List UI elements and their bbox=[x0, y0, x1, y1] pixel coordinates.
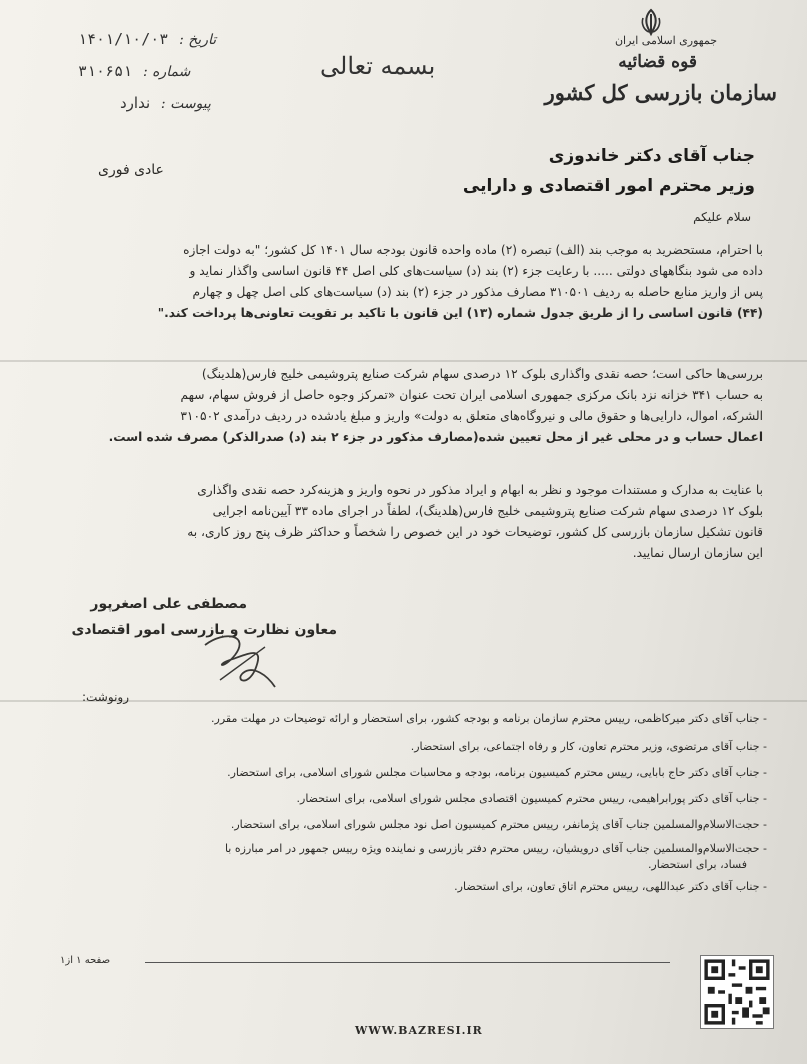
number-label: شماره : bbox=[142, 64, 191, 80]
paragraph-3 bbox=[63, 480, 763, 564]
cc-heading: رونوشت: bbox=[81, 690, 129, 704]
cc-item: - جناب آقای دکتر حاج بابایی، رییس محترم کمیسیون برنامه، بودجه و محاسبات مجلس شورای اسلامی، برای استحضار. bbox=[227, 766, 767, 779]
paragraph-line: (۴۴) قانون اساسی را از طریق جدول شماره (۱۳) این قانون با تاکید بر تقویت تعاونی‌ها پرداخت کند." bbox=[157, 306, 763, 320]
cc-item: - جناب آقای مرتضوی، وزیر محترم تعاون، کار و رفاه اجتماعی، برای استحضار. bbox=[410, 740, 767, 753]
date-row bbox=[78, 30, 216, 48]
paragraph-line: با عنایت به مدارک و مستندات موجود و نظر به ابهام و ایراد مذکور در نحوه واریز و هزینه‌کرد حصه نقدی واگذاری bbox=[197, 483, 763, 497]
handwritten-signature bbox=[195, 625, 285, 695]
cc-item: فساد، برای استحضار. bbox=[647, 858, 747, 871]
addressee-name: جناب آقای دکتر خاندوزی bbox=[548, 146, 755, 166]
cc-item: - حجت‌الاسلام‌والمسلمین جناب آقای پژمانفر، رییس محترم کمیسیون اصل نود مجلس شورای اسلامی، برای استحضار. bbox=[230, 818, 767, 831]
paragraph-line: بررسی‌ها حاکی است؛ حصه نقدی واگذاری بلوک ۱۲ درصدی سهام شرکت صنایع پتروشیمی خلیج فارس(هلدینگ) bbox=[201, 367, 763, 381]
republic-title: جمهوری اسلامی ایران bbox=[614, 34, 717, 47]
signatory-name: مصطفی علی اصغرپور bbox=[90, 596, 247, 612]
page-number: صفحه ۱ از۱ bbox=[60, 955, 111, 966]
website-url: WWW.BAZRESI.IR bbox=[355, 1024, 483, 1037]
cc-item: - جناب آقای دکتر عبداللهی، رییس محترم اتاق تعاون، برای استحضار. bbox=[454, 880, 767, 893]
organization-title: سازمان بازرسی کل کشور bbox=[544, 80, 777, 105]
signatory-title: معاون نظارت و بازرسی امور اقتصادی bbox=[71, 622, 337, 638]
attachment-row bbox=[120, 94, 211, 112]
cc-item: - حجت‌الاسلام‌والمسلمین جناب آقای درویشیان، رییس محترم دفتر بازرسی و نماینده ویژه رییس جمهور در امر مبارزه با bbox=[224, 842, 767, 855]
qr-code-icon bbox=[700, 955, 774, 1029]
addressee-title: وزیر محترم امور اقتصادی و دارایی bbox=[462, 176, 755, 196]
paragraph-line: با احترام، مستحضرید به موجب بند (الف) تبصره (۲) ماده واحده قانون بودجه سال ۱۴۰۱ کل کشور؛ "به دولت اجازه bbox=[183, 243, 763, 257]
date-label: تاریخ : bbox=[179, 32, 217, 48]
attachment-value: ندارد bbox=[120, 94, 151, 112]
paper-fold bbox=[0, 360, 807, 362]
attachment-label: پیوست : bbox=[160, 96, 211, 112]
cc-item: - جناب آقای دکتر میرکاظمی، رییس محترم سازمان برنامه و بودجه کشور، برای استحضار و ارائه توضیحات در مهلت مقرر. bbox=[211, 712, 767, 725]
basmala: بسمه تعالی bbox=[320, 52, 436, 80]
paragraph-line: بلوک ۱۲ درصدی سهام شرکت صنایع پتروشیمی خلیج فارس(هلدینگ)، لطفاً در اجرای ماده ۳۳ آیین‌نامه اجرایی bbox=[212, 504, 763, 518]
paragraph-line: قانون تشکیل سازمان بازرسی کل کشور، توضیحات خود در این خصوص را شخصاً و حداکثر ظرف پنج روز کاری، به bbox=[187, 525, 763, 539]
paragraph-line: اعمال حساب و در محلی غیر از محل تعیین شده(مصارف مذکور در جزء ۲ بند (د) صدرالذکر) مصرف شده است. bbox=[108, 430, 763, 444]
paragraph-1 bbox=[63, 240, 763, 324]
greeting: سلام علیکم bbox=[693, 210, 751, 224]
cc-item: - جناب آقای دکتر پورابراهیمی، رییس محترم کمیسیون اقتصادی مجلس شورای اسلامی، برای استحضار. bbox=[296, 792, 767, 805]
paragraph-line: این سازمان ارسال نمایید. bbox=[632, 546, 763, 560]
footer-divider bbox=[145, 962, 670, 963]
paragraph-line: به حساب ۳۴۱ خزانه نزد بانک مرکزی جمهوری اسلامی ایران تحت عنوان «تمرکز وجوه حاصل از فروش سهام، سهم bbox=[180, 388, 763, 402]
paragraph-line: پس از واریز منابع حاصله به ردیف ۳۱۰۵۰۱ مصارف مذکور در جزء (۲) بند (د) سیاست‌های کلی اصل چهل و چهارم bbox=[192, 285, 763, 299]
date-value: ۱۴۰۱/۱۰/۰۳ bbox=[78, 30, 169, 48]
judiciary-title: قوه قضائیه bbox=[618, 52, 697, 72]
number-row bbox=[78, 62, 190, 80]
number-value: ۳۱۰۶۵۱ bbox=[78, 62, 133, 80]
paragraph-line: الشرکه، اموال، دارایی‌ها و حقوق مالی و نیروگاه‌های متعلق به دولت» واریز و مبلغ یادشده در ردیف درآمدی ۳۱۰۵۰۲ bbox=[180, 409, 763, 423]
paragraph-2 bbox=[63, 364, 763, 448]
paragraph-line: داده می شود بنگاههای دولتی ..... با رعایت جزء (۲) بند (د) سیاست‌های کلی اصل ۴۴ قانون اساسی واگذار نماید و bbox=[189, 264, 763, 278]
priority-label: عادی فوری bbox=[98, 162, 164, 178]
